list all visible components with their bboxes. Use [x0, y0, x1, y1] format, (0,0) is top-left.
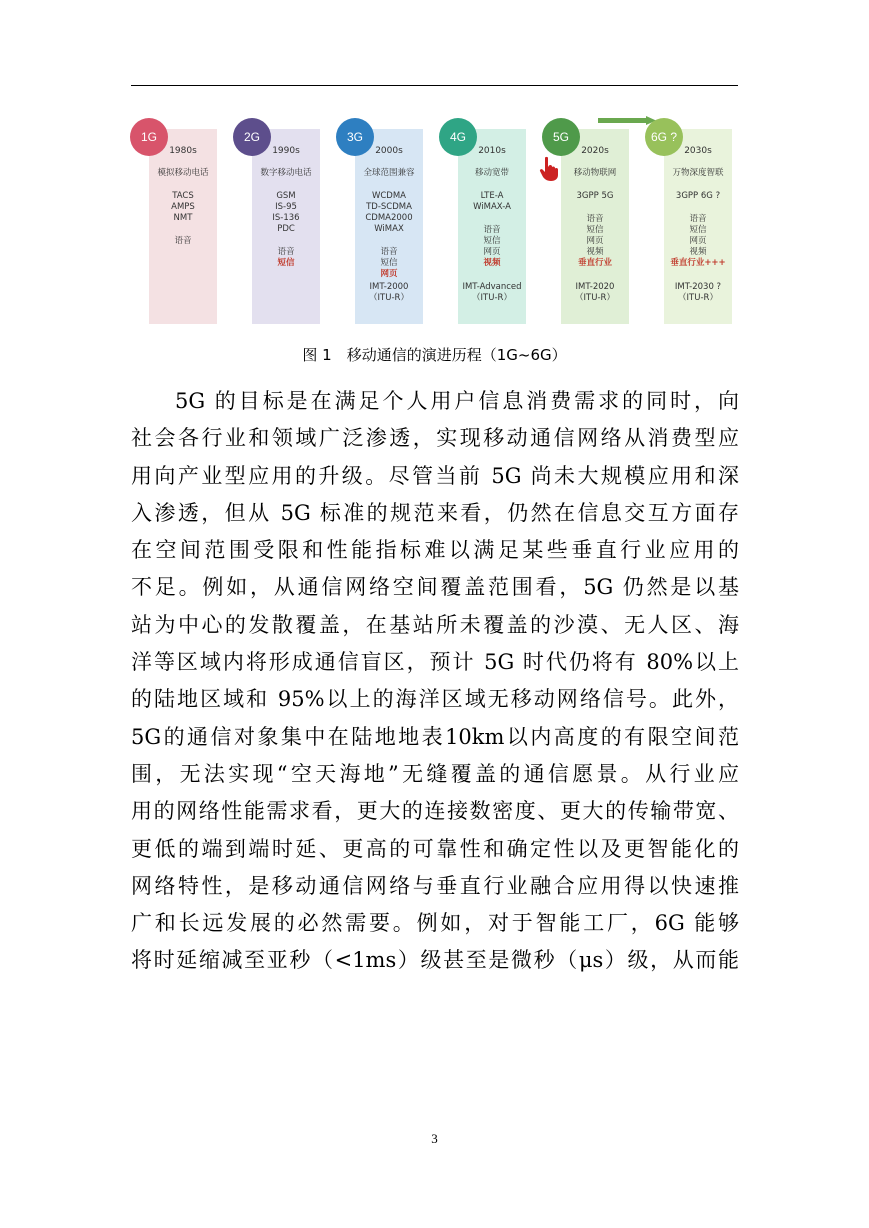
standard-item: IS-136	[272, 213, 300, 223]
services-list	[458, 225, 526, 269]
new-service-item: 网页	[380, 269, 398, 279]
service-item: 短信	[586, 225, 604, 235]
generation-badge: 2G	[233, 118, 271, 156]
service-item: 语音	[277, 247, 295, 257]
body-line: 更低的端到端时延、更高的可靠性和确定性以及更智能化的	[131, 836, 739, 861]
itu-body: （ITU-R）	[678, 293, 718, 303]
service-item: 短信	[689, 225, 707, 235]
body-line: 站为中心的发散覆盖，在基站所未覆盖的沙漠、无人区、海	[131, 612, 739, 637]
generation-era: 2000s	[375, 146, 403, 156]
body-line: 5G 的目标是在满足个人用户信息消费需求的同时，向	[175, 389, 739, 413]
itu-standard: IMT-2020	[575, 282, 615, 292]
new-service-item: 视频	[483, 258, 501, 268]
services-list	[664, 214, 732, 269]
body-line: 用向产业型应用的升级。尽管当前 5G 尚未大规模应用和深	[131, 463, 739, 488]
services-list	[561, 214, 629, 269]
service-item: 网页	[483, 247, 501, 257]
body-line: 围，无法实现“空天海地”无缝覆盖的通信愿景。从行业应	[131, 761, 739, 786]
standards-list	[252, 191, 320, 235]
itu-standard: IMT-Advanced	[462, 282, 522, 292]
generation-category: 全球范围兼容	[363, 168, 415, 178]
services-list	[252, 247, 320, 269]
header-rule	[131, 85, 738, 86]
generation-era: 2020s	[581, 146, 609, 156]
standard-item: CDMA2000	[365, 213, 413, 223]
generation-era: 2030s	[684, 146, 712, 156]
generation-category: 移动宽带	[474, 168, 509, 178]
generation-panel	[355, 129, 423, 324]
standard-item: 3GPP 6G ?	[675, 191, 721, 201]
generation-badge: 4G	[439, 118, 477, 156]
standards-list	[355, 191, 423, 235]
body-line: 洋等区域内将形成通信盲区，预计 5G 时代仍将有 80%以上	[131, 650, 739, 675]
generation-category: 万物深度智联	[672, 168, 724, 178]
figure-caption: 图 1 移动通信的演进历程（1G~6G）	[302, 346, 567, 364]
standards-list	[664, 191, 732, 202]
body-paragraph	[131, 383, 739, 980]
service-item: 语音	[483, 225, 501, 235]
services-list	[355, 247, 423, 280]
body-line: 入渗透，但从 5G 标准的规范来看，仍然在信息交互方面存	[131, 500, 739, 525]
standards-list	[458, 191, 526, 213]
generation-category: 移动物联网	[573, 168, 617, 178]
standard-item: TD-SCDMA	[366, 202, 412, 212]
service-item: 语音	[586, 214, 604, 224]
standard-item: TACS	[172, 191, 194, 201]
generation-5	[645, 112, 755, 326]
services-list	[149, 236, 217, 247]
generation-badge: 1G	[130, 118, 168, 156]
standards-list	[561, 191, 629, 202]
standards-list	[149, 191, 217, 224]
new-service-item: 垂直行业+++	[670, 258, 726, 268]
body-line: 5G的通信对象集中在陆地地表10km以内高度的有限空间范	[131, 724, 739, 749]
generation-badge: 6G ?	[645, 118, 683, 156]
body-line: 社会各行业和领域广泛渗透，实现移动通信网络从消费型应	[131, 426, 739, 451]
generation-4	[542, 112, 652, 326]
generation-badge: 5G	[542, 118, 580, 156]
service-item: 短信	[483, 236, 501, 246]
itu-body: （ITU-R）	[575, 293, 615, 303]
generation-2	[336, 112, 446, 326]
generation-1	[233, 112, 343, 326]
service-item: 短信	[380, 258, 398, 268]
standard-item: AMPS	[171, 202, 195, 212]
body-line: 在空间范围受限和性能指标难以满足某些垂直行业应用的	[131, 538, 739, 563]
service-item: 语音	[689, 214, 707, 224]
standard-item: WCDMA	[371, 191, 407, 201]
generation-category: 模拟移动电话	[157, 168, 209, 178]
standard-item: WiMAX	[374, 224, 404, 234]
standard-item: GSM	[276, 191, 296, 201]
generation-panel	[561, 129, 629, 324]
generation-panel	[664, 129, 732, 324]
itu-standard: IMT-2000	[369, 282, 409, 292]
itu-body: （ITU-R）	[369, 293, 409, 303]
service-item: 语音	[174, 236, 192, 246]
generation-era: 1990s	[272, 146, 300, 156]
body-line: 不足。例如，从通信网络空间覆盖范围看，5G 仍然是以基	[131, 575, 739, 600]
standard-item: NMT	[173, 213, 193, 223]
generation-era: 1980s	[169, 146, 197, 156]
standard-item: WiMAX-A	[473, 202, 511, 212]
standard-item: IS-95	[275, 202, 297, 212]
generation-category: 数字移动电话	[260, 168, 312, 178]
standard-item: 3GPP 5G	[576, 191, 614, 201]
service-item: 网页	[586, 236, 604, 246]
new-service-item: 短信	[277, 258, 295, 268]
itu-body: （ITU-R）	[472, 293, 512, 303]
body-line: 的陆地区域和 95%以上的海洋区域无移动网络信号。此外，	[131, 687, 739, 712]
service-item: 视频	[586, 247, 604, 257]
service-item: 网页	[689, 236, 707, 246]
generation-badge: 3G	[336, 118, 374, 156]
generation-3	[439, 112, 549, 326]
body-line: 将时延缩减至亚秒（<1ms）级甚至是微秒（μs）级，从而能	[131, 948, 739, 973]
body-line: 用的网络性能需求看，更大的连接数密度、更大的传输带宽、	[131, 799, 739, 824]
standard-item: LTE-A	[480, 191, 504, 201]
itu-standard: IMT-2030 ?	[674, 282, 722, 292]
service-item: 视频	[689, 247, 707, 257]
generation-panel	[458, 129, 526, 324]
generation-0	[130, 112, 240, 326]
body-line: 广和长远发展的必然需要。例如，对于智能工厂，6G 能够	[131, 911, 739, 936]
generation-era: 2010s	[478, 146, 506, 156]
service-item: 语音	[380, 247, 398, 257]
generation-panel	[149, 129, 217, 324]
body-line: 网络特性，是移动通信网络与垂直行业融合应用得以快速推	[131, 873, 739, 898]
page-number: 3	[431, 1131, 438, 1146]
standard-item: PDC	[277, 224, 295, 234]
evolution-figure	[130, 112, 740, 330]
generation-panel	[252, 129, 320, 324]
new-service-item: 垂直行业	[577, 258, 612, 268]
